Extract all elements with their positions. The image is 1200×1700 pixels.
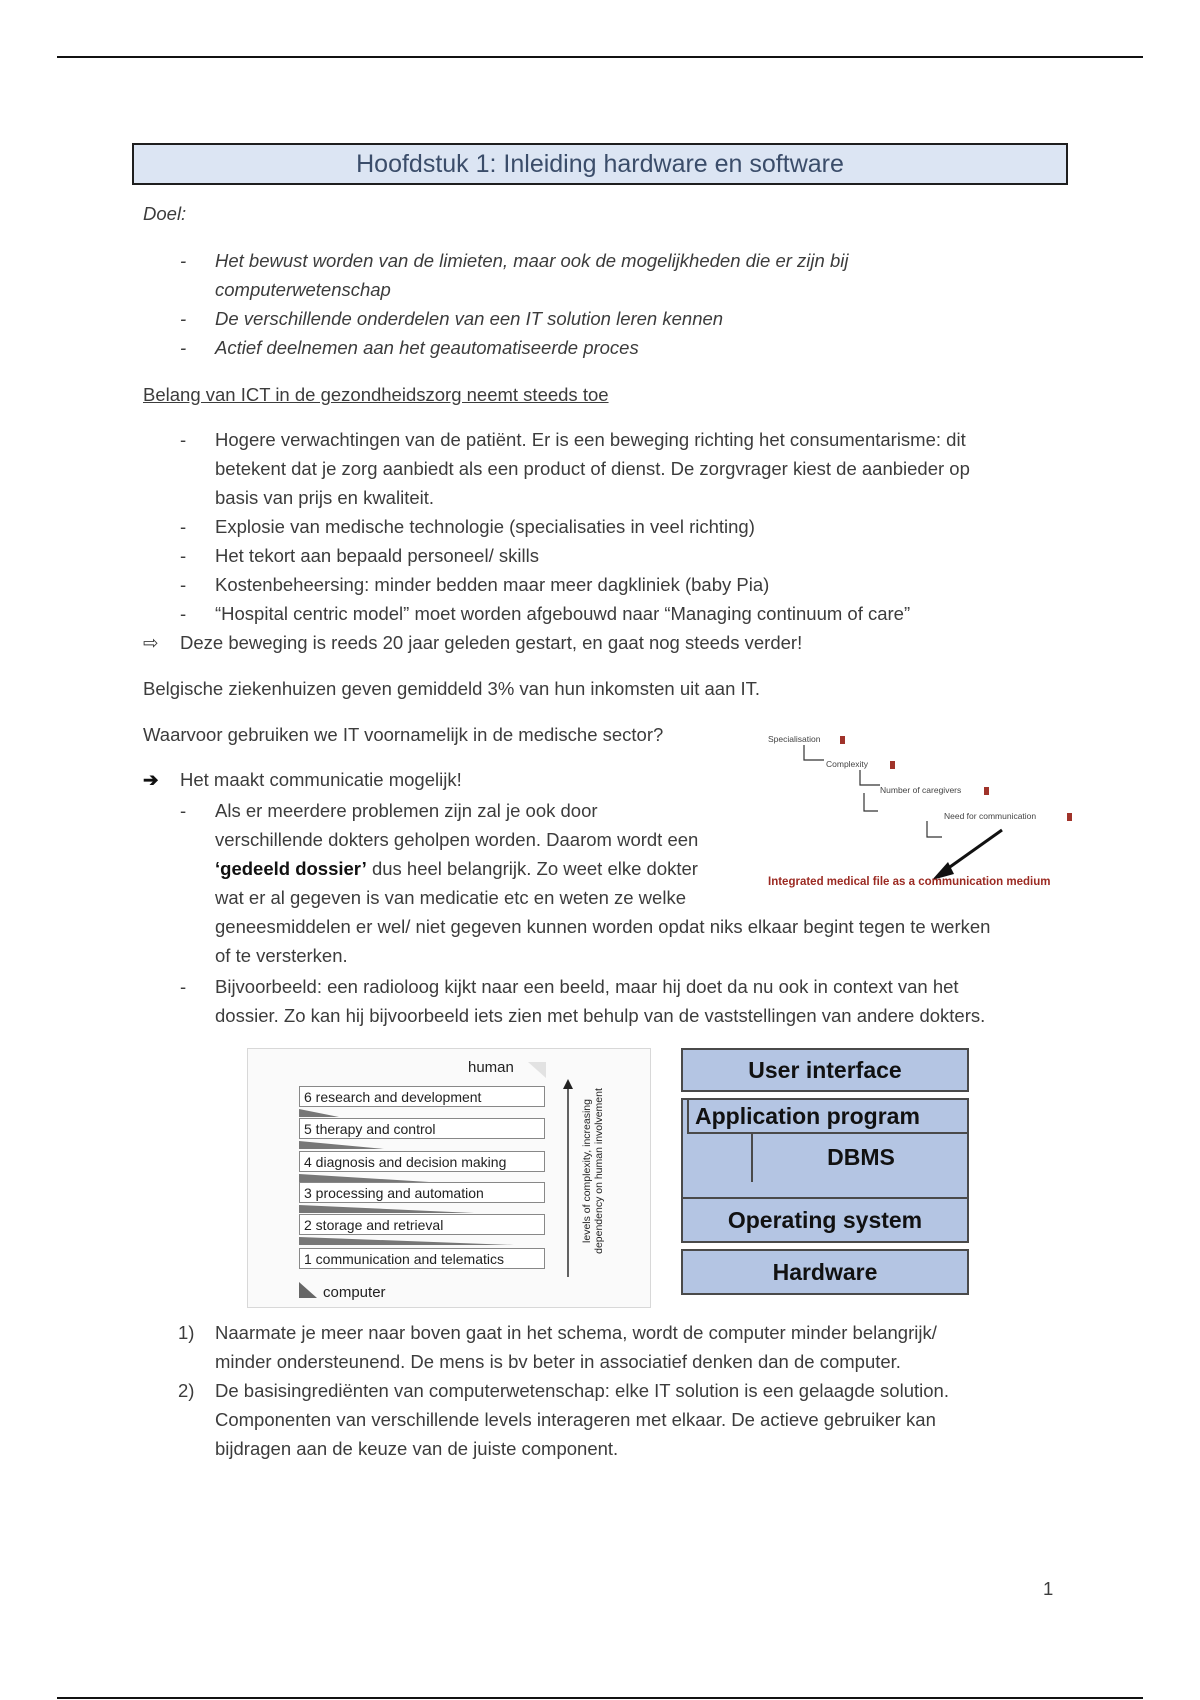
dash: - <box>180 308 187 329</box>
question-line: Waarvoor gebruiken we IT voornamelijk in de medische sector? <box>143 724 664 745</box>
axis-label-line-2: dependency on human involvement <box>593 1088 605 1254</box>
up-arrow-icon <box>563 1079 573 1279</box>
dash: - <box>180 976 187 997</box>
top-rule <box>57 56 1143 58</box>
gedeeld-dossier-term: ‘gedeeld dossier’ <box>215 858 367 879</box>
stack-hardware: Hardware <box>681 1249 969 1295</box>
outline-arrow-icon: ⇨ <box>143 632 159 653</box>
stack-user-interface: User interface <box>681 1048 969 1092</box>
comm-para-l1: Als er meerdere problemen zijn zal je ook door <box>215 800 598 821</box>
belang-item-1-line-1: Hogere verwachtingen van de patiënt. Er is een beweging richting het consumentarisme: dit <box>215 429 966 450</box>
level-4: 4 diagnosis and decision making <box>299 1151 545 1172</box>
computer-wedge <box>299 1282 317 1298</box>
human-label: human <box>468 1059 514 1076</box>
doel-label: Doel: <box>143 203 187 224</box>
belang-item-3: Het tekort aan bepaald personeel/ skills <box>215 545 539 566</box>
dash: - <box>180 574 187 595</box>
stack-dbms: DBMS <box>751 1134 969 1182</box>
page-number: 1 <box>1043 1578 1054 1599</box>
staircase-arrows <box>762 730 1102 895</box>
numbered-1-line-2: minder ondersteunend. De mens is bv beter in associatief denken dan de computer. <box>215 1351 901 1372</box>
belang-item-4: Kostenbeheersing: minder bedden maar meer dagkliniek (baby Pia) <box>215 574 770 595</box>
level-wedge <box>299 1205 474 1213</box>
comm-para-l3 <box>215 855 738 884</box>
step-specialisation: Specialisation <box>768 734 821 744</box>
numbered-2-line-1: De basisingrediënten van computerwetenschap: elke IT solution is een gelaagde solution. <box>215 1380 949 1401</box>
comm-para-l2: verschillende dokters geholpen worden. Daarom wordt een <box>215 829 699 850</box>
belang-heading: Belang van ICT in de gezondheidszorg neemt steeds toe <box>143 384 609 405</box>
level-5: 5 therapy and control <box>299 1118 545 1139</box>
arrow-line: Deze beweging is reeds 20 jaar geleden gestart, en gaat nog steeds verder! <box>180 632 803 653</box>
level-wedge <box>299 1174 429 1182</box>
stack-application: Application program <box>687 1100 969 1134</box>
doel-item-1: Het bewust worden van de limieten, maar ook de mogelijkheden die er zijn bij <box>215 250 849 271</box>
level-wedge <box>299 1109 339 1117</box>
levels-axis-label <box>581 1071 605 1271</box>
comm-para-l3-rest: dus heel belangrijk. Zo weet elke dokter <box>366 858 698 879</box>
belang-item-1-line-2: betekent dat je zorg aanbiedt als een product of dienst. De zorgvrager kiest de aanbieder op <box>215 458 970 479</box>
comm-para-l6: of te versterken. <box>215 945 348 966</box>
software-stack-figure <box>681 1048 969 1296</box>
comm-line: Het maakt communicatie mogelijk! <box>180 769 462 790</box>
chapter-title: Hoofdstuk 1: Inleiding hardware en software <box>132 143 1068 185</box>
numbered-1-line-1: Naarmate je meer naar boven gaat in het schema, wordt de computer minder belangrijk/ <box>215 1322 937 1343</box>
step-complexity: Complexity <box>826 759 869 769</box>
example-line-1: Bijvoorbeeld: een radioloog kijkt naar een beeld, maar hij doet da nu ook in context van het <box>215 976 959 997</box>
step-communication: Need for communication <box>944 811 1037 821</box>
human-wedge <box>528 1062 546 1078</box>
doel-item-1-cont: computerwetenschap <box>215 279 391 300</box>
numbered-2-line-2: Componenten van verschillende levels interageren met elkaar. De actieve gebruiker kan <box>215 1409 936 1430</box>
bottom-rule <box>57 1697 1143 1699</box>
level-2: 2 storage and retrieval <box>299 1214 545 1235</box>
belang-item-2: Explosie van medische technologie (specialisaties in veel richting) <box>215 516 755 537</box>
communication-figure <box>762 730 1102 895</box>
comm-para-l4: wat er al gegeven is van medicatie etc en weten ze welke <box>215 887 686 908</box>
dash: - <box>180 516 187 537</box>
dash: - <box>180 603 187 624</box>
step-caregivers: Number of caregivers <box>880 785 962 795</box>
comm-para-l5: geneesmiddelen er wel/ niet gegeven kunnen worden opdat niks elkaar begint tegen te werken <box>215 916 991 937</box>
level-1: 1 communication and telematics <box>299 1248 545 1269</box>
numbered-2-line-3: bijdragen aan de keuze van de juiste component. <box>215 1438 619 1459</box>
doel-item-2: De verschillende onderdelen van een IT solution leren kennen <box>215 308 724 329</box>
computer-label: computer <box>323 1284 386 1301</box>
level-3: 3 processing and automation <box>299 1182 545 1203</box>
dash: - <box>180 337 187 358</box>
dash: - <box>180 545 187 566</box>
num-1: 1) <box>178 1322 195 1343</box>
level-6: 6 research and development <box>299 1086 545 1107</box>
stack-operating-system: Operating system <box>681 1197 969 1243</box>
belang-item-1-line-3: basis van prijs en kwaliteit. <box>215 487 435 508</box>
levels-figure <box>247 1048 651 1308</box>
num-2: 2) <box>178 1380 195 1401</box>
axis-label-line-1: levels of complexity, increasing <box>581 1099 593 1243</box>
example-line-2: dossier. Zo kan hij bijvoorbeeld iets zien met behulp van de vaststellingen van andere dokters. <box>215 1005 986 1026</box>
figure-caption: Integrated medical file as a communication medium <box>768 876 1051 888</box>
doel-item-3: Actief deelnemen aan het geautomatiseerde proces <box>215 337 639 358</box>
level-wedge <box>299 1237 514 1245</box>
budget-line: Belgische ziekenhuizen geven gemiddeld 3% van hun inkomsten uit aan IT. <box>143 678 761 699</box>
dash: - <box>180 800 187 821</box>
belang-item-5: “Hospital centric model” moet worden afgebouwd naar “Managing continuum of care” <box>215 603 911 624</box>
bold-arrow-icon: ➔ <box>143 769 159 790</box>
dash: - <box>180 250 187 271</box>
level-wedge <box>299 1141 384 1149</box>
dash: - <box>180 429 187 450</box>
